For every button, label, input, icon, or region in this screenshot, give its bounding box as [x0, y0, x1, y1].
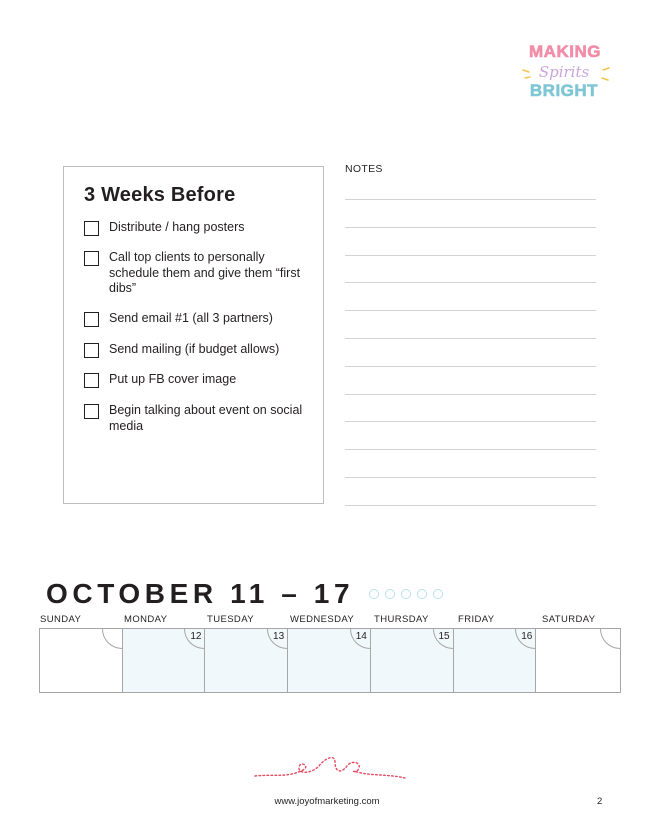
- date-number: 13: [273, 631, 285, 642]
- svg-text:BRIGHT: BRIGHT: [529, 81, 599, 100]
- page-curl-icon: [102, 629, 122, 649]
- calendar-cell-wednesday[interactable]: [288, 629, 371, 692]
- page-number: 2: [597, 796, 603, 807]
- date-number: 14: [355, 631, 367, 642]
- date-number: 16: [521, 631, 533, 642]
- note-line[interactable]: [345, 199, 596, 200]
- checkbox[interactable]: [84, 251, 99, 266]
- day-name-friday: FRIDAY: [458, 614, 495, 625]
- calendar-cell-sunday[interactable]: [40, 629, 123, 692]
- checklist-title: 3 Weeks Before: [84, 184, 236, 206]
- day-name-saturday: SATURDAY: [542, 614, 596, 625]
- checkbox[interactable]: [84, 343, 99, 358]
- note-line[interactable]: [345, 477, 596, 478]
- progress-dot: [369, 589, 379, 599]
- week-title: OCTOBER 11 – 17: [46, 578, 355, 609]
- checkbox[interactable]: [84, 221, 99, 236]
- checklist-item[interactable]: [84, 403, 309, 434]
- note-line[interactable]: [345, 310, 596, 311]
- note-line[interactable]: [345, 449, 596, 450]
- day-name-wednesday: WEDNESDAY: [290, 614, 355, 625]
- svg-text:Spirits: Spirits: [538, 63, 590, 81]
- checklist-item-label: Call top clients to personally schedule them and give them “first dibs”: [109, 250, 301, 295]
- note-line[interactable]: [345, 394, 596, 395]
- note-line[interactable]: [345, 421, 596, 422]
- checklist-panel: [63, 166, 324, 504]
- checklist-item-label: Put up FB cover image: [109, 372, 237, 386]
- dotted-swirl-divider-icon: [253, 752, 407, 786]
- day-name-monday: MONDAY: [124, 614, 168, 625]
- calendar-cell-tuesday[interactable]: [205, 629, 288, 692]
- day-name-thursday: THURSDAY: [374, 614, 429, 625]
- checklist-item[interactable]: [84, 220, 309, 236]
- day-name-tuesday: TUESDAY: [207, 614, 254, 625]
- note-line[interactable]: [345, 227, 596, 228]
- progress-dot: [417, 589, 427, 599]
- checklist-item[interactable]: [84, 342, 309, 358]
- checklist-item-label: Send mailing (if budget allows): [109, 342, 280, 356]
- svg-text:MAKING: MAKING: [529, 42, 601, 61]
- calendar-cell-saturday[interactable]: [536, 629, 620, 692]
- making-spirits-bright-logo: [518, 40, 614, 102]
- calendar-cell-monday[interactable]: [123, 629, 206, 692]
- calendar-cell-friday[interactable]: [454, 629, 537, 692]
- progress-dot: [433, 589, 443, 599]
- note-line[interactable]: [345, 366, 596, 367]
- notes-label: NOTES: [345, 163, 383, 175]
- progress-dot: [385, 589, 395, 599]
- checklist-item[interactable]: [84, 372, 309, 388]
- date-number: 15: [438, 631, 450, 642]
- footer-url[interactable]: www.joyofmarketing.com: [274, 796, 380, 807]
- note-line[interactable]: [345, 338, 596, 339]
- checklist-item[interactable]: [84, 250, 309, 297]
- checkbox[interactable]: [84, 373, 99, 388]
- progress-dots: [369, 589, 449, 599]
- date-number: 12: [190, 631, 202, 642]
- note-line[interactable]: [345, 282, 596, 283]
- note-line[interactable]: [345, 505, 596, 506]
- week-calendar: [39, 628, 621, 693]
- checklist-item-label: Send email #1 (all 3 partners): [109, 311, 273, 325]
- checklist-item-label: Distribute / hang posters: [109, 220, 245, 234]
- day-name-sunday: SUNDAY: [40, 614, 82, 625]
- note-line[interactable]: [345, 255, 596, 256]
- progress-dot: [401, 589, 411, 599]
- page-curl-icon: [600, 629, 620, 649]
- checkbox[interactable]: [84, 312, 99, 327]
- checklist-item[interactable]: [84, 311, 309, 327]
- calendar-cell-thursday[interactable]: [371, 629, 454, 692]
- checkbox[interactable]: [84, 404, 99, 419]
- checklist-item-label: Begin talking about event on social media: [109, 403, 303, 433]
